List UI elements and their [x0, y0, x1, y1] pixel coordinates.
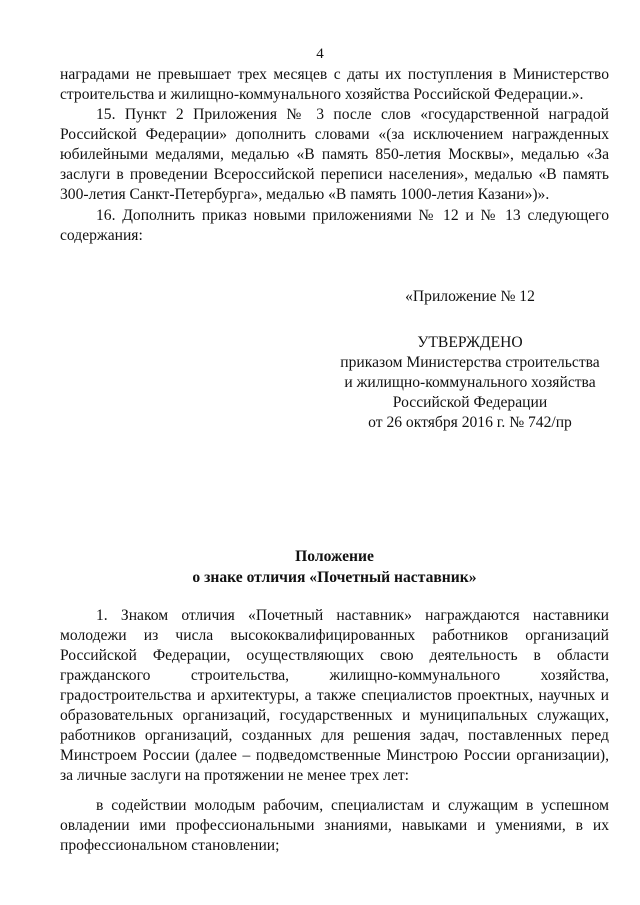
- approval-line-2: и жилищно-коммунального хозяйства: [344, 374, 596, 391]
- approved-label: УТВЕРЖДЕНО: [417, 334, 523, 351]
- section-item-1a: в содействии молодым рабочим, специалистам и служащим в успешном овладении ими профессиональными знаниями, навыками и умениями, в их профессиональном становлении;: [60, 797, 609, 854]
- approval-line-4: от 26 октября 2016 г. № 742/пр: [368, 414, 572, 431]
- annex-label: «Приложение № 12: [405, 288, 535, 305]
- heading-title: Положение: [295, 548, 374, 565]
- section-item-1: 1. Знаком отличия «Почетный наставник» награждаются наставники молодежи из числа высококвалифицированных работников организаций Российской Федерации, осуществляющих свою деятельность в области гражданского строительства, жилищно-коммунального хозяйства, градостроительства и архитектуры, а также специалистов проектных, научных и образовательных организаций, государственных и муниципальных служащих, работников организаций, созданных для решения задач, поставленных перед Минстроем России (далее – подведомственные Минстрою России организации), за личные заслуги на протяжении не менее трех лет:: [60, 607, 609, 784]
- approval-line-3: Российской Федерации: [392, 394, 548, 411]
- approval-line-1: приказом Министерства строительства: [340, 354, 600, 371]
- paragraph-continuation: наградами не превышает трех месяцев с даты их поступления в Министерство строительства и жилищно-коммунального хозяйства Российской Федерации.».: [60, 66, 609, 103]
- heading-subtitle: о знаке отличия «Почетный наставник»: [192, 569, 477, 586]
- approval-block: [330, 287, 610, 307]
- paragraph-16: 16. Дополнить приказ новыми приложениями № 12 и № 13 следующего содержания:: [60, 207, 609, 244]
- paragraph-15: 15. Пункт 2 Приложения № 3 после слов «государственной наградой Российской Федерации» дополнить словами «(за исключением награжденных юбилейными медалями, медалью «В память 850-летия Москвы», медалью «За заслуги в проведении Всероссийской переписи населения», медалью «В память 300-летия Санкт-Петербурга», медалью «В память 1000-летия Казани»)».: [60, 106, 609, 203]
- page-number: 4: [316, 46, 324, 62]
- document-heading: [60, 546, 609, 588]
- approval-stamp-block: [330, 333, 610, 433]
